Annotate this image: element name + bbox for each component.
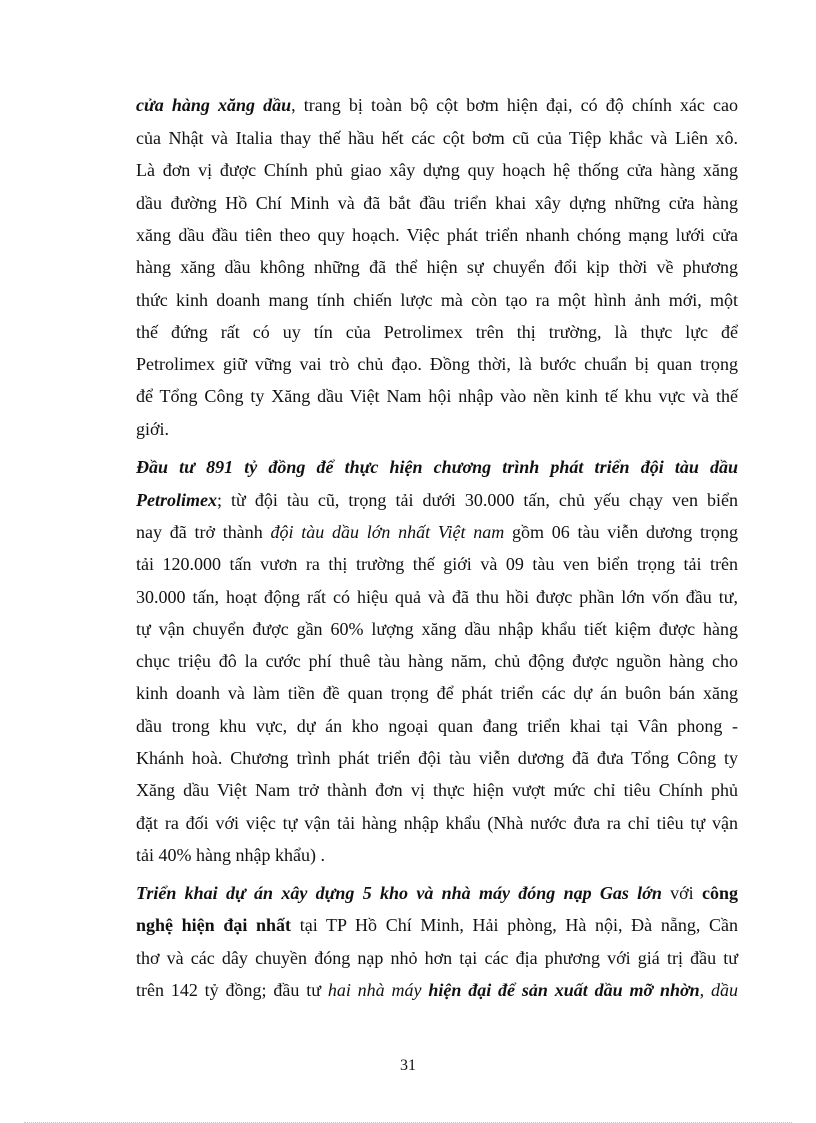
text-run: tại TP Hồ Chí Minh, Hải phòng, Hà nội, Đà nẵng, Cần [291,915,738,935]
p2-line-12: đặt ra đối với việc tự vận tải hàng nhập khẩu (Nhà nước đưa ra chỉ tiêu tự vận [136,813,738,833]
text-run: nay đã trở thành [136,522,271,542]
p2-line-10: Khánh hoà. Chương trình phát triển đội tàu viễn dương đã đưa Tổng Công ty [136,748,738,768]
p2-line-4: tải 120.000 tấn vươn ra thị trường thế giới và 09 tàu ven biển trọng tải trên [136,554,738,574]
p1-line-7: thức kinh doanh mang tính chiến lược mà còn tạo ra một hình ảnh mới, một [136,290,738,310]
italic-text: dầu [711,980,739,1000]
p2-line-8: kinh doanh và làm tiền đề quan trọng để phát triển các dự án buôn bán xăng [136,683,738,703]
p1-line-10: để Tổng Công ty Xăng dầu Việt Nam hội nhập vào nền kinh tế khu vực và thế [136,386,738,406]
p2-line-2 [136,489,738,511]
text-run: gồm 06 tàu viễn dương trọng [504,522,738,542]
p2-line-9: dầu trong khu vực, dự án kho ngoại quan đang triển khai tại Vân phong - [136,716,738,736]
p1-line-4: dầu đường Hồ Chí Minh và đã bắt đầu triển khai xây dựng những cửa hàng [136,193,738,213]
bold-text: nghệ hiện đại nhất [136,915,292,935]
p1-line-8: thế đứng rất có uy tín của Petrolimex trên thị trường, là thực lực để [136,322,738,342]
p1-line-1 [136,94,738,116]
text-run: , [699,980,712,1000]
p2-line-6: tự vận chuyển được gần 60% lượng xăng dầu nhập khẩu tiết kiệm được hàng [136,619,738,639]
text-run: với [661,883,702,903]
p3-line-2 [136,914,738,936]
text-run: ; từ đội tàu cũ, trọng tải dưới 30.000 tấn, chủ yếu chạy ven biển [216,490,738,510]
p2-line-13: tải 40% hàng nhập khẩu) . [136,845,325,865]
emphasis-text: Petrolimex [136,490,217,510]
emphasis-text: hiện đại để sản xuất dầu mỡ nhờn [428,980,700,1000]
p1-line-11: giới. [136,419,170,439]
p2-line-5: 30.000 tấn, hoạt động rất có hiệu quả và đã thu hồi được phần lớn vốn đầu tư, [136,587,738,607]
emphasis-text: Triển khai dự án xây dựng 5 kho và nhà máy đóng nạp Gas lớn [136,883,662,903]
p2-line-3 [136,521,738,543]
p2-heading-line: Đầu tư 891 tỷ đồng để thực hiện chương trình phát triển đội tàu dầu [136,457,738,477]
p2-line-11: Xăng dầu Việt Nam trở thành đơn vị thực hiện vượt mức chỉ tiêu Chính phủ [136,780,738,800]
italic-text: hai nhà máy [327,980,422,1000]
page-number: 31 [400,1057,416,1074]
p1-line-2: của Nhật và Italia thay thế hầu hết các cột bơm cũ của Tiệp khắc và Liên xô. [136,128,738,148]
emphasis-text: cửa hàng xăng dầu [136,95,292,115]
text-run: , trang bị toàn bộ cột bơm hiện đại, có độ chính xác cao [291,95,738,115]
p1-line-9: Petrolimex giữ vững vai trò chủ đạo. Đồng thời, là bước chuẩn bị quan trọng [136,354,738,374]
p3-line-3: thơ và các dây chuyền đóng nạp nhỏ hơn tại các địa phương với giá trị đầu tư [136,948,738,968]
p1-line-3: Là đơn vị được Chính phủ giao xây dựng quy hoạch hệ thống cửa hàng xăng [136,160,738,180]
text-run: trên 142 tỷ đồng; đầu tư [136,980,328,1000]
p1-line-6: hàng xăng dầu không những đã thể hiện sự chuyển đổi kịp thời về phương [136,257,738,277]
p3-line-1 [136,882,738,904]
italic-text: đội tàu dầu lớn nhất Việt nam [270,522,505,542]
p3-line-4 [136,979,738,1001]
p1-line-5: xăng dầu đầu tiên theo quy hoạch. Việc phát triển nhanh chóng mạng lưới cửa [136,225,738,245]
bold-text: công [701,883,738,903]
p2-line-7: chục triệu đô la cước phí thuê tàu hàng năm, chủ động được nguồn hàng cho [136,651,738,671]
